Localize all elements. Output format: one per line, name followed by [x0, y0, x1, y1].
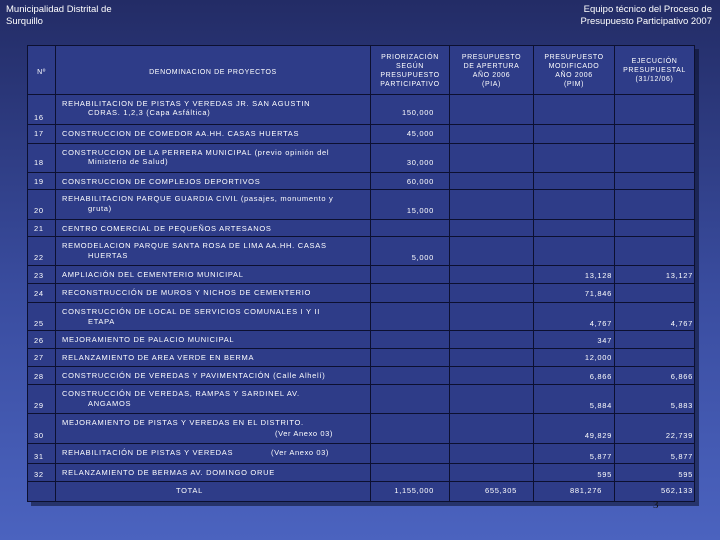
projects-table [27, 45, 695, 502]
project-name: REMODELACION PARQUE SANTA ROSA DE LIMA AA.HH. CASAS [62, 241, 327, 250]
project-name: RELANZAMIENTO DE AREA VERDE EN BERMA [62, 353, 255, 362]
header-left [6, 4, 112, 28]
row-divider [28, 443, 694, 444]
row-number: 19 [34, 177, 44, 186]
col-header-pim: PRESUPUESTO MODIFICADO AÑO 2006 (PIM) [544, 54, 604, 88]
project-name: REHABILITACIÓN DE PISTAS Y VEREDAS [62, 448, 234, 457]
value-ejecucion: 5,877 [670, 452, 693, 461]
col-header-project-name: DENOMINACION DE PROYECTOS [149, 69, 277, 76]
row-divider [28, 265, 694, 266]
total-priorizacion: 1,155,000 [394, 486, 434, 495]
value-pim: 13,128 [584, 271, 612, 280]
page-number: 3 [653, 499, 659, 511]
value-priorizacion: 15,000 [406, 206, 434, 215]
row-divider [28, 219, 694, 220]
project-name: CONSTRUCCION DE LA PERRERA MUNICIPAL (previo opinión del [62, 148, 330, 157]
row-divider [28, 302, 694, 303]
project-name: RECONSTRUCCIÓN DE MUROS Y NICHOS DE CEMENTERIO [62, 288, 312, 297]
project-name: CENTRO COMERCIAL DE PEQUEÑOS ARTESANOS [62, 224, 272, 233]
project-name: MEJORAMIENTO DE PALACIO MUNICIPAL [62, 335, 235, 344]
row-number: 21 [34, 224, 44, 233]
project-name: MEJORAMIENTO DE PISTAS Y VEREDAS EN EL DISTRITO. [62, 418, 304, 427]
value-pim: 12,000 [584, 353, 612, 362]
project-name: CDRAS. 1,2,3 (Capa Asfáltica) [88, 108, 211, 117]
row-divider [28, 283, 694, 284]
project-name: CONSTRUCCIÓN DE VEREDAS Y PAVIMENTACIÓN (Calle Alhelí) [62, 371, 326, 380]
value-pim: 5,877 [589, 452, 612, 461]
annex-note: (Ver Anexo 03) [275, 429, 334, 438]
project-name: REHABILITACION PARQUE GUARDIA CIVIL (pasajes, monumento y [62, 194, 334, 203]
row-divider [28, 143, 694, 144]
project-name: REHABILITACION DE PISTAS Y VEREDAS JR. SAN AGUSTIN [62, 99, 311, 108]
row-divider [28, 366, 694, 367]
value-priorizacion: 5,000 [411, 253, 434, 262]
project-name: ANGAMOS [88, 399, 132, 408]
value-pim: 71,846 [584, 289, 612, 298]
row-number: 17 [34, 129, 44, 138]
row-number: 28 [34, 372, 44, 381]
value-pim: 5,884 [589, 401, 612, 410]
project-name: CONSTRUCCION DE COMEDOR AA.HH. CASAS HUERTAS [62, 129, 300, 138]
total-pia: 655,305 [484, 486, 517, 495]
org-name-line2: Surquillo [6, 16, 43, 27]
column-divider [533, 46, 534, 501]
row-number: 32 [34, 470, 44, 479]
value-ejecucion: 13,127 [665, 271, 693, 280]
row-divider [28, 463, 694, 464]
team-name-line1: Equipo técnico del Proceso de [583, 4, 712, 15]
total-label: TOTAL [176, 486, 203, 495]
value-priorizacion: 150,000 [401, 108, 434, 117]
row-number: 23 [34, 271, 44, 280]
col-header-pia: PRESUPUESTO DE APERTURA AÑO 2006 (PIA) [461, 54, 522, 88]
row-number: 20 [34, 206, 44, 215]
row-divider [28, 124, 694, 125]
column-divider [55, 46, 56, 501]
total-pim: 881,276 [569, 486, 602, 495]
row-number: 30 [34, 431, 44, 440]
value-ejecucion: 595 [678, 470, 693, 479]
col-header-ejecucion: EJECUCIÓN PRESUPUESTAL (31/12/06) [623, 58, 686, 83]
value-ejecucion: 22,739 [665, 431, 693, 440]
project-name: CONSTRUCCION DE COMPLEJOS DEPORTIVOS [62, 177, 261, 186]
row-divider [28, 413, 694, 414]
row-divider [28, 236, 694, 237]
col-header-priorizacion: PRIORIZACIÓN SEGÚN PRESUPUESTO PARTICIPATIVO [380, 54, 440, 88]
project-name: HUERTAS [88, 251, 129, 260]
project-name: Ministerio de Salud) [88, 157, 169, 166]
row-number: 22 [34, 253, 44, 262]
value-pim: 49,829 [584, 431, 612, 440]
value-priorizacion: 30,000 [406, 158, 434, 167]
col-header-number: Nº [37, 69, 46, 76]
row-divider [28, 189, 694, 190]
row-divider [28, 384, 694, 385]
project-name: gruta) [88, 204, 112, 213]
row-divider [28, 330, 694, 331]
header-divider [28, 94, 694, 95]
project-name: ETAPA [88, 317, 115, 326]
row-divider [28, 481, 694, 482]
value-pim: 4,767 [589, 319, 612, 328]
value-ejecucion: 6,866 [670, 372, 693, 381]
row-number: 24 [34, 289, 44, 298]
value-priorizacion: 60,000 [406, 177, 434, 186]
project-name: RELANZAMIENTO DE BERMAS AV. DOMINGO ORUE [62, 468, 275, 477]
row-number: 26 [34, 336, 44, 345]
project-name: CONSTRUCCIÓN DE VEREDAS, RAMPAS Y SARDINEL AV. [62, 389, 300, 398]
row-number: 29 [34, 401, 44, 410]
row-number: 18 [34, 158, 44, 167]
row-number: 16 [34, 113, 44, 122]
row-number: 27 [34, 353, 44, 362]
column-divider [449, 46, 450, 501]
value-pim: 347 [597, 336, 612, 345]
total-ejecucion: 562,133 [660, 486, 693, 495]
header-right [581, 4, 713, 28]
team-name-line2: Presupuesto Participativo 2007 [580, 16, 712, 27]
row-number: 25 [34, 319, 44, 328]
value-pim: 6,866 [589, 372, 612, 381]
project-name: AMPLIACIÓN DEL CEMENTERIO MUNICIPAL [62, 270, 244, 279]
annex-note: (Ver Anexo 03) [271, 448, 330, 457]
project-name: CONSTRUCCIÓN DE LOCAL DE SERVICIOS COMUNALES I Y II [62, 307, 320, 316]
row-divider [28, 172, 694, 173]
value-ejecucion: 4,767 [670, 319, 693, 328]
value-pim: 595 [597, 470, 612, 479]
row-number: 31 [34, 452, 44, 461]
row-divider [28, 348, 694, 349]
value-priorizacion: 45,000 [406, 129, 434, 138]
value-ejecucion: 5,883 [670, 401, 693, 410]
org-name-line1: Municipalidad Distrital de [6, 4, 112, 15]
